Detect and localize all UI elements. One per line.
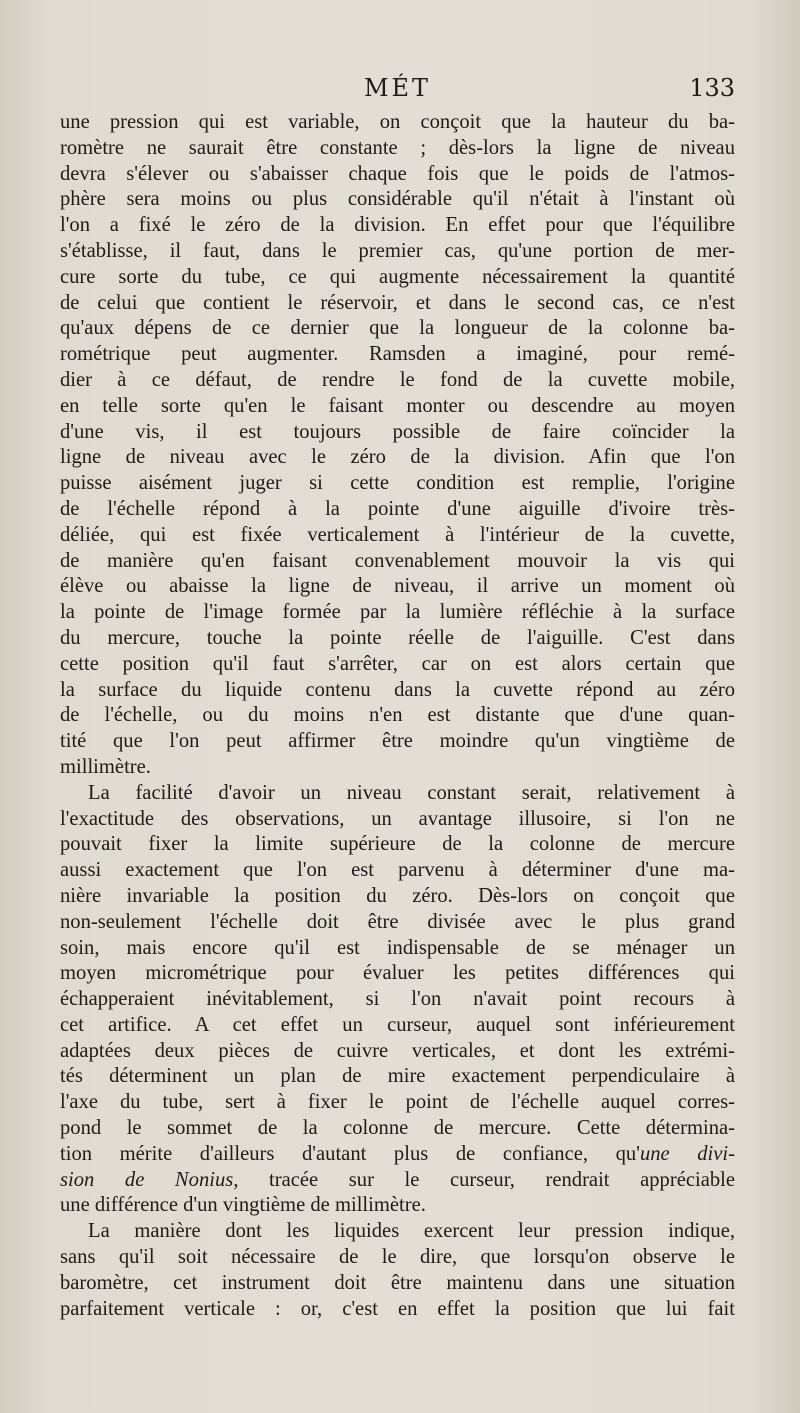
text-line: tés déterminent un plan de mire exactement perpendiculaire à <box>60 1065 735 1088</box>
header-title: MÉT <box>363 74 432 102</box>
italic-fragment: sion de Nonius <box>60 1168 234 1191</box>
text-line: cet artifice. A cet effet un curseur, auquel sont inférieurement <box>60 1013 735 1036</box>
text-line: qu'aux dépens de ce dernier que la longueur de la colonne ba- <box>60 317 735 340</box>
body-text <box>60 110 735 1322</box>
text-line: phère sera moins ou plus considérable qu'il n'était à l'instant où <box>60 188 735 211</box>
text-fragment: tion mérite d'ailleurs d'autant plus de confiance, qu' <box>60 1142 640 1165</box>
text-line: pond le sommet de la colonne de mercure. Cette détermina- <box>60 1117 735 1140</box>
text-line: du mercure, touche la pointe réelle de l'aiguille. C'est dans <box>60 626 735 649</box>
text-line: élève ou abaisse la ligne de niveau, il arrive un moment où <box>60 575 735 598</box>
text-line: sans qu'il soit nécessaire de le dire, que lorsqu'on observe le <box>60 1246 735 1269</box>
text-line: de l'échelle répond à la pointe d'une aiguille d'ivoire très- <box>60 497 735 520</box>
text-line: aussi exactement que l'on est parvenu à déterminer d'une ma- <box>60 859 735 882</box>
text-line: romètre ne saurait être constante ; dès-lors la ligne de niveau <box>60 136 735 159</box>
text-fragment: , tracée sur le curseur, rendrait appréciable <box>233 1168 735 1191</box>
text-line: de l'échelle, ou du moins n'en est distante que d'une quan- <box>60 704 735 727</box>
paragraph-1 <box>60 110 735 781</box>
text-line: La manière dont les liquides exercent leur pression indique, <box>88 1220 735 1243</box>
text-line: déliée, qui est fixée verticalement à l'intérieur de la cuvette, <box>60 523 735 546</box>
text-line: l'axe du tube, sert à fixer le point de l'échelle auquel corres- <box>60 1091 735 1114</box>
text-line: échapperaient inévitablement, si l'on n'avait point recours à <box>60 988 735 1011</box>
text-line: la surface du liquide contenu dans la cuvette répond au zéro <box>60 678 735 701</box>
text-line: cette position qu'il faut s'arrêter, car on est alors certain que <box>60 652 735 675</box>
text-line: la pointe de l'image formée par la lumière réfléchie à la surface <box>60 601 735 624</box>
text-line: dier à ce défaut, de rendre le fond de la cuvette mobile, <box>60 368 735 391</box>
text-line: non-seulement l'échelle doit être divisée avec le plus grand <box>60 910 735 933</box>
text-line: l'on a fixé le zéro de la division. En effet pour que l'équilibre <box>60 214 735 237</box>
text-line: baromètre, cet instrument doit être maintenu dans une situation <box>60 1271 735 1294</box>
text-line: devra s'élever ou s'abaisser chaque fois que le poids de l'atmos- <box>60 162 735 185</box>
text-line: parfaitement verticale : or, c'est en effet la position que lui fait <box>60 1297 735 1320</box>
text-line: La facilité d'avoir un niveau constant serait, relativement à <box>88 781 735 804</box>
text-line <box>60 1168 735 1194</box>
text-line: pouvait fixer la limite supérieure de la colonne de mercure <box>60 833 735 856</box>
text-line: adaptées deux pièces de cuivre verticales, et dont les extrémi- <box>60 1039 735 1062</box>
paragraph-2 <box>60 781 735 1220</box>
text-line: moyen micrométrique pour évaluer les petites différences qui <box>60 962 735 985</box>
text-line: rométrique peut augmenter. Ramsden a imaginé, pour remé- <box>60 343 735 366</box>
text-line: l'exactitude des observations, un avantage illusoire, si l'on ne <box>60 807 735 830</box>
text-line: cure sorte du tube, ce qui augmente nécessairement la quantité <box>60 265 735 288</box>
text-line: soin, mais encore qu'il est indispensable de se ménager un <box>60 936 735 959</box>
text-line: tité que l'on peut affirmer être moindre qu'un vingtième de <box>60 730 735 753</box>
text-line: d'une vis, il est toujours possible de faire coïncider la <box>60 420 735 443</box>
italic-fragment: une divi- <box>639 1142 735 1165</box>
paragraph-3 <box>60 1219 735 1322</box>
text-line: une différence d'un vingtième de millimètre. <box>60 1194 426 1217</box>
text-line: de celui que contient le réservoir, et dans le second cas, ce n'est <box>60 291 735 314</box>
text-line: une pression qui est variable, on conçoit que la hauteur du ba- <box>60 111 735 133</box>
text-line: s'établisse, il faut, dans le premier cas, qu'une portion de mer- <box>60 239 735 262</box>
text-line <box>60 1142 735 1168</box>
text-line: millimètre. <box>60 755 151 778</box>
text-line: de manière qu'en faisant convenablement mouvoir la vis qui <box>60 549 735 572</box>
text-line: en telle sorte qu'en le faisant monter ou descendre au moyen <box>60 394 735 417</box>
running-header <box>60 70 735 106</box>
text-line: nière invariable la position du zéro. Dès-lors on conçoit que <box>60 884 735 907</box>
text-line: puisse aisément juger si cette condition est remplie, l'origine <box>60 472 735 495</box>
text-line: ligne de niveau avec le zéro de la division. Afin que l'on <box>60 446 735 469</box>
page-number: 133 <box>689 74 735 102</box>
